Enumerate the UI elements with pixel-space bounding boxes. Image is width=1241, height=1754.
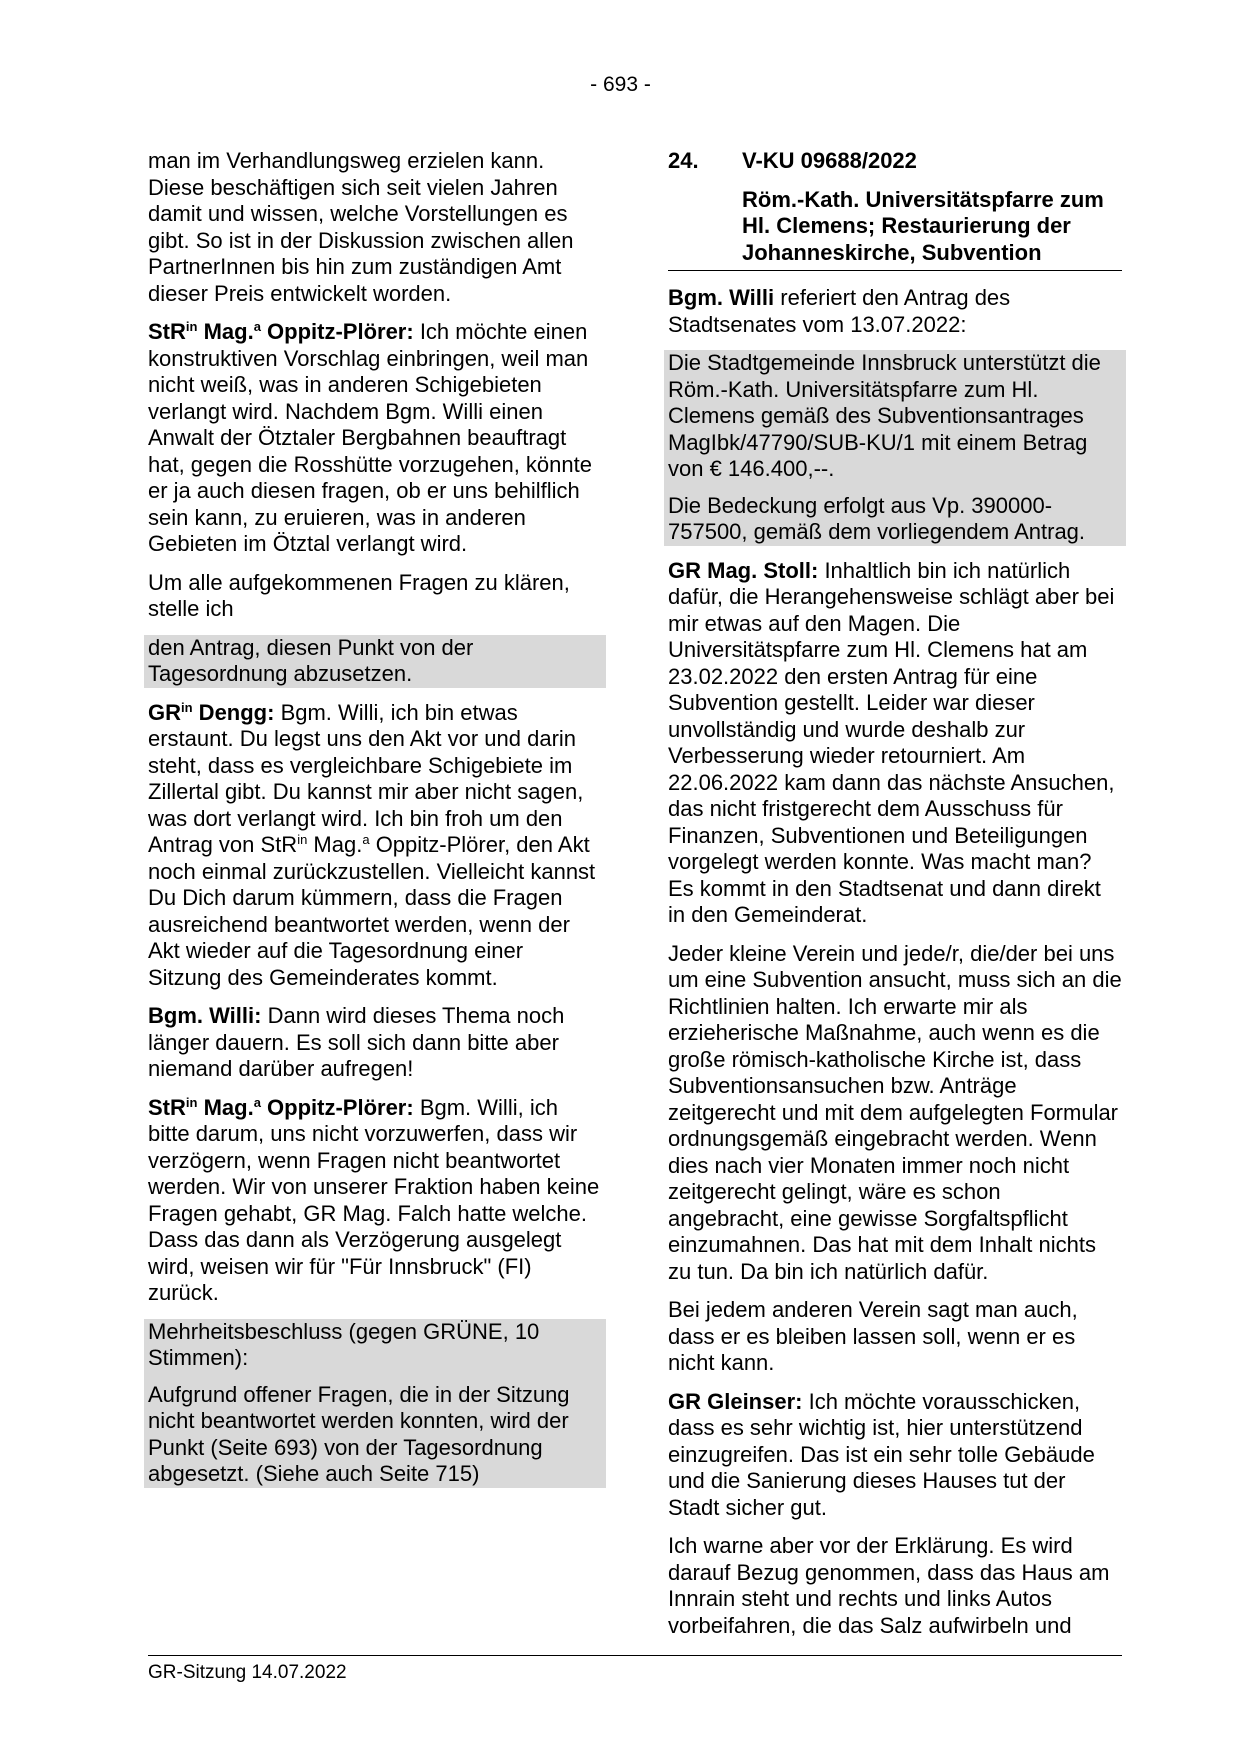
paragraph: GR Gleinser: Ich möchte vorausschicken, dass es sehr wichtig ist, hier unterstützend einzugreifen. Das ist ein sehr tolle Gebäude und die Sanierung dieses Hauses tut der Stadt sicher gut.	[668, 1388, 1095, 1520]
agenda-item-title: Röm.-Kath. Universitätspfarre zum Hl. Clemens; Restaurierung der Johanneskirche, Subvention	[742, 186, 1104, 265]
right-column	[668, 148, 1122, 1651]
speaker-name: StR$^{in}$ Mag.$^a$ Oppitz-Plörer:	[148, 319, 414, 344]
paragraph: Bgm. Willi: Dann wird dieses Thema noch länger dauern. Es soll sich dann bitte aber niemand darüber aufregen!	[148, 1003, 565, 1081]
paragraph: Um alle aufgekommenen Fragen zu klären, stelle ich	[148, 569, 570, 621]
paragraph: StR$^{in}$ Mag.$^a$ Oppitz-Plörer: Bgm. Willi, ich bitte darum, uns nicht vorzuwerfen, dass wir verzögern, wenn Fragen nicht beantwortet werden. Wir von unserer Fraktion haben keine Fragen gehabt, GR Mag. Falch hatte welche. Dass das dann als Verzögerung ausgelegt wird, weisen wir für "Für Innsbruck" (FI) zurück.	[148, 1094, 600, 1305]
speaker-name: StR$^{in}$ Mag.$^a$ Oppitz-Plörer:	[148, 1094, 414, 1120]
resolution-vote: Mehrheitsbeschluss (gegen GRÜNE, 10 Stimmen):	[148, 1318, 540, 1370]
paragraph: Jeder kleine Verein und jede/r, die/der bei uns um eine Subvention ansucht, muss sich an die Richtlinien halten. Ich erwarte mir als erzieherische Maßnahme, auch wenn es die große römisch-katholische Kirche ist, dass Subventionsansuchen bzw. Anträge zeitgerecht und mit dem aufgelegten Formular ordnungsgemäß eingebracht werden. Wenn dies nach vier Monaten immer noch nicht zeitgerecht gelingt, wäre es schon angebracht, eine gewisse Sorgfaltspflicht einzumahnen. Das hat mit dem Inhalt nichts zu tun. Da bin ich natürlich dafür.	[668, 940, 1122, 1284]
motion-box	[144, 635, 606, 688]
footer-text: GR-Sitzung 14.07.2022	[148, 1662, 347, 1683]
paragraph: man im Verhandlungsweg erzielen kann. Diese beschäftigen sich seit vielen Jahren damit und wissen, welche Vorstellungen es gibt. So ist in der Diskussion zwischen allen PartnerInnen bis hin zum zuständigen Amt dieser Preis entwickelt worden.	[148, 148, 574, 306]
paragraph: Ich warne aber vor der Erklärung. Es wird darauf Bezug genommen, dass das Haus am Innrain steht und rechts und links Autos vorbeifahren, die das Salz aufwirbeln und	[668, 1533, 1110, 1638]
paragraph: StR$^{in}$ Mag.$^a$ Oppitz-Plörer: Ich möchte einen konstruktiven Vorschlag einbringen, weil man nicht weiß, was in anderen Schigebieten verlangt wird. Nachdem Bgm. Willi einen Anwalt der Ötztaler Bergbahnen beauftragt hat, gegen die Rosshütte vorzugehen, könnte er ja auch diesen fragen, ob er uns behilflich sein kann, zu eruieren, was in anderen Gebieten im Ötztal verlangt wird.	[148, 319, 592, 556]
agenda-item-number: 24.	[668, 148, 699, 173]
paragraph: $GR^{in}$ Dengg: Bgm. Willi, ich bin etwas erstaunt. Du legst uns den Akt vor und darin steht, dass es vergleichbare Schigebiete im Zillertal gibt. Du kannst mir aber nicht sagen, was dort verlangt wird. Ich bin froh um den Antrag von StR$^{in}$ Mag.$^a$ Oppitz-Plörer, den Akt noch einmal zurückzustellen. Vielleicht kannst Du Dich darum kümmern, dass die Fragen ausreichend beantwortet werden, wenn der Akt wieder auf die Tagesordnung einer Sitzung des Gemeinderates kommt.	[148, 699, 596, 990]
speaker-name: $GR^{in}$ Dengg:	[148, 699, 275, 725]
paragraph: Bei jedem anderen Verein sagt man auch, dass er es bleiben lassen soll, wenn er es nicht kann.	[668, 1297, 1078, 1375]
footer-divider	[148, 1655, 1122, 1656]
agenda-item-title-block	[668, 175, 1122, 272]
paragraph: Bgm. Willi referiert den Antrag des Stadtsenates vom 13.07.2022:	[668, 285, 1011, 337]
resolution-box	[144, 1319, 606, 1488]
speaker-name: GR Mag. Stoll:	[668, 557, 819, 583]
agenda-item-header	[668, 148, 1122, 175]
paragraph: GR Mag. Stoll: Inhaltlich bin ich natürlich dafür, die Herangehensweise schlägt aber bei mir etwas auf den Magen. Die Universitätspfarre zum Hl. Clemens hat am 23.02.2022 den ersten Antrag für eine Subvention gestellt. Leider war dieser unvollständig und wurde deshalb zur Verbesserung wieder retourniert. Am 22.06.2022 kam dann das nächste Ansuchen, das nicht fristgerecht dem Ausschuss für Finanzen, Subventionen und Beteiligungen vorgelegt werden konnte. Was macht man? Es kommt in den Stadtsenat und dann direkt in den Gemeinderat.	[668, 557, 1115, 927]
motion-funding: Die Bedeckung erfolgt aus Vp. 390000-757500, gemäß dem vorliegendem Antrag.	[668, 492, 1086, 544]
left-column	[148, 148, 602, 1500]
speaker-name: Bgm. Willi	[668, 285, 775, 310]
speaker-name: Bgm. Willi:	[148, 1003, 262, 1028]
speaker-name: GR Gleinser:	[668, 1388, 803, 1414]
motion-box	[664, 350, 1126, 546]
resolution-text: Aufgrund offener Fragen, die in der Sitzung nicht beantwortet werden konnten, wird der Punkt (Seite 693) von der Tagesordnung abgesetzt. (Siehe auch Seite 715)	[148, 1381, 570, 1486]
agenda-item-code: V-KU 09688/2022	[742, 148, 917, 173]
page-number: - 693 -	[590, 73, 651, 96]
motion-text: den Antrag, diesen Punkt von der Tagesordnung abzusetzen.	[148, 634, 474, 686]
motion-text: Die Stadtgemeinde Innsbruck unterstützt die Röm.-Kath. Universitätspfarre zum Hl. Clemens gemäß des Subventionsantrages MagIbk/47790/SUB-KU/1 mit einem Betrag von € 146.400,--.	[668, 350, 1101, 481]
